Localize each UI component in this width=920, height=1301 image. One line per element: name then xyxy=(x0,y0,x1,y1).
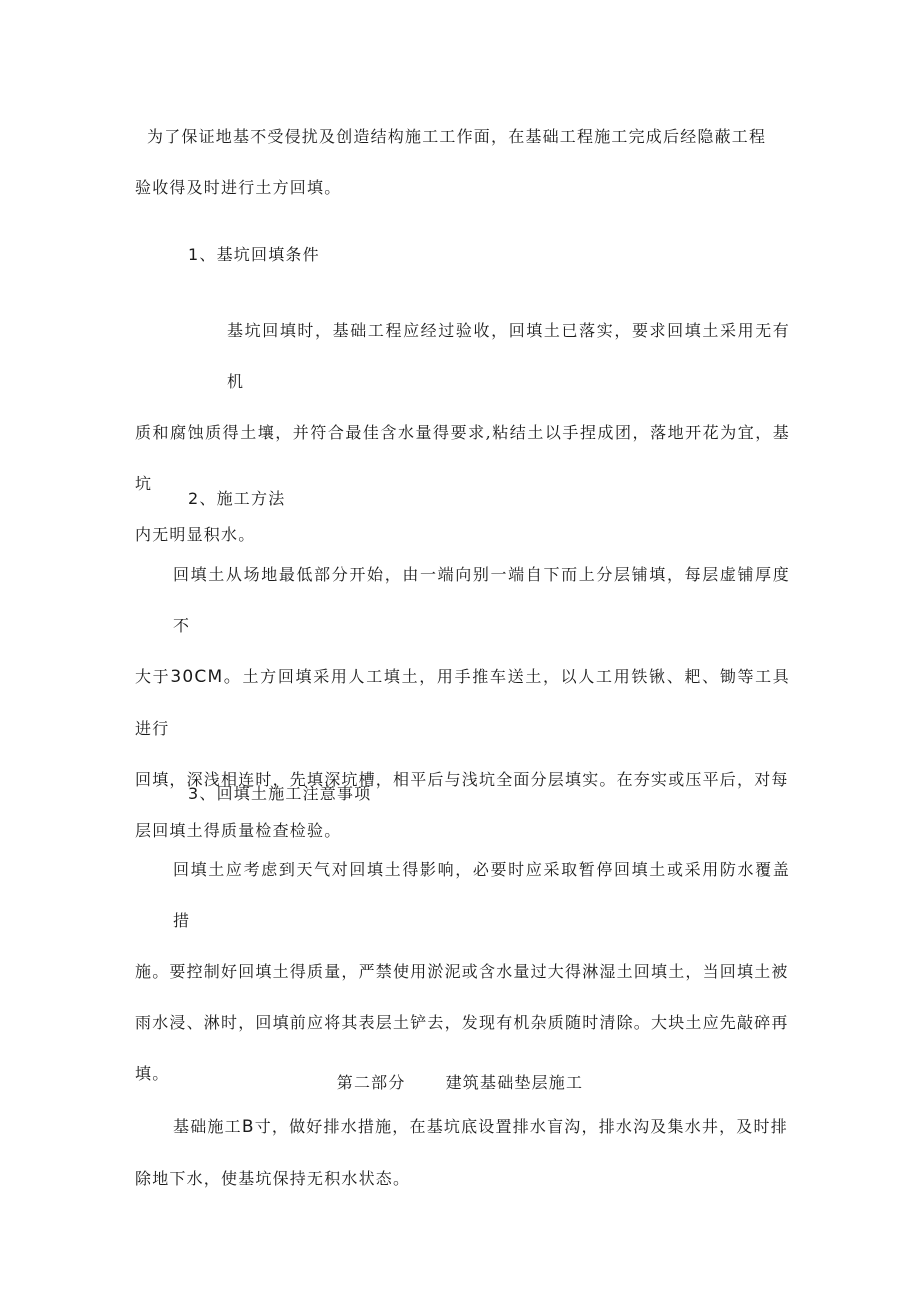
p4-line-1-b: 寸，做好排水措施，在基坑底设置排水盲沟，排水沟及集水井，及时排 xyxy=(254,1117,788,1136)
p2-line-2-latin: 30CM。 xyxy=(170,667,243,687)
p2-line-2-a: 大于 xyxy=(135,667,171,686)
p1-line-1: 基坑回填时，基础工程应经过验收，回填土已落实，要求回填土采用无有机 xyxy=(227,321,790,391)
heading-1-number: 1 xyxy=(188,245,200,264)
p3-line-4: 填。 xyxy=(135,1064,170,1083)
section-name: 建筑基础垫层施工 xyxy=(445,1073,584,1092)
p3-line-3: 雨水浸、淋时，回填前应将其表层土铲去，发现有机杂质随时清除。大块土应先敲碎再 xyxy=(135,1013,789,1032)
intro-line-2: 验收得及时进行土方回填。 xyxy=(135,178,342,197)
p2-line-1: 回填土从场地最低部分开始，由一端向别一端自下而上分层铺填，每层虚铺厚度不 xyxy=(173,565,790,635)
heading-2-number: 2 xyxy=(188,489,200,508)
heading-3-number: 3 xyxy=(188,784,200,803)
p4-line-1 xyxy=(135,1101,790,1153)
heading-3-text: 、回填土施工注意事项 xyxy=(199,784,372,803)
paragraph-precautions xyxy=(135,844,790,1099)
p4-line-1-latin: B xyxy=(241,1117,255,1137)
intro-paragraph xyxy=(135,111,790,213)
section-part-label: 第二部分 xyxy=(336,1073,406,1092)
heading-3 xyxy=(188,782,371,806)
paragraph-backfill-conditions xyxy=(135,305,790,560)
intro-line-1: 为了保证地基不受侵扰及创造结构施工工作面，在基础工程施工完成后经隐蔽工程 xyxy=(147,127,767,146)
heading-2 xyxy=(188,487,285,511)
p4-line-2: 除地下水，使基坑保持无积水状态。 xyxy=(135,1169,411,1188)
section-title xyxy=(0,1071,920,1095)
p3-line-2: 施。要控制好回填土得质量，严禁使用淤泥或含水量过大得淋湿土回填土，当回填土被 xyxy=(135,962,789,981)
heading-1 xyxy=(188,243,320,267)
p1-line-2: 质和腐蚀质得土壤，并符合最佳含水量得要求,粘结土以手捏成团，落地开花为宜，基坑 xyxy=(135,423,790,493)
p1-line-3: 内无明显积水。 xyxy=(135,525,256,544)
paragraph-construction-method xyxy=(135,549,790,856)
p3-line-1: 回填土应考虑到天气对回填土得影响，必要时应采取暂停回填土或采用防水覆盖措 xyxy=(173,860,790,930)
p2-line-4: 层回填土得质量检查检验。 xyxy=(135,821,342,840)
paragraph-drainage xyxy=(135,1101,790,1204)
heading-2-text: 、施工方法 xyxy=(199,489,286,508)
p2-line-2-b: 土方回填采用人工填土，用手推车送土，以人工用铁锹、耙、锄等工具进行 xyxy=(135,667,790,738)
p4-line-1-a: 基础施工 xyxy=(173,1117,242,1136)
p2-line-2 xyxy=(135,651,790,754)
p2-line-3: 回填，深浅相连时，先填深坑槽，相平后与浅坑全面分层填实。在夯实或压平后，对每 xyxy=(135,770,789,789)
heading-1-text: 、基坑回填条件 xyxy=(199,245,320,264)
